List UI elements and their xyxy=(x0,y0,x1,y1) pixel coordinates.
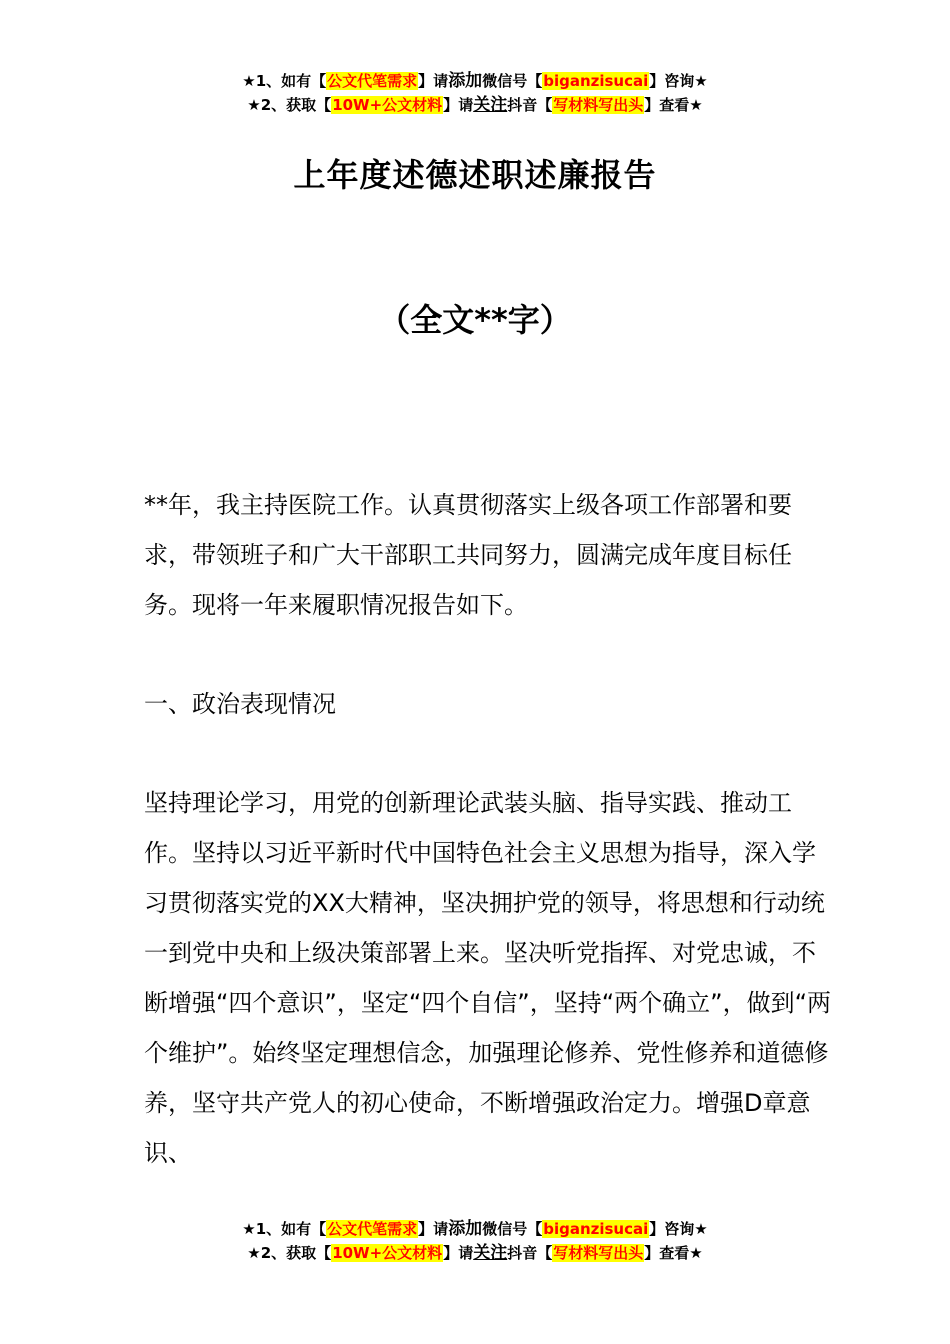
banner-text: ★2、获取【 xyxy=(247,96,332,114)
section-1-text: 坚持理论学习，用党的创新理论武装头脑、指导实践、推动工作。坚持以习近平新时代中国特色社会主义思想为指导，深入学习贯彻落实党的XX大精神，坚决拥护党的领导，将思想和行动统一到党中央和上级决策部署上来。坚决听党指挥、对党忠诚，不断增强“四个意识”，坚定“四个自信”，坚持“两个确立”，做到“两个维护”。始终坚定理想信念，加强理论修养、党性修养和道德修养，坚守共产党人的初心使命，不断增强政治定力。增强D章意识、 xyxy=(144,789,832,1167)
banner-text: 】请 xyxy=(443,96,474,114)
banner-highlight-wechat: biganzisucai xyxy=(543,72,649,90)
banner-text: 】查看★ xyxy=(644,1244,703,1262)
banner-line-2 xyxy=(0,1241,950,1265)
intro-paragraph xyxy=(144,480,834,630)
banner-text: 】咨询★ xyxy=(649,1220,708,1238)
banner-text: 】咨询★ xyxy=(649,72,708,90)
banner-line-1 xyxy=(0,1217,950,1241)
banner-text: 微信号【 xyxy=(482,1220,543,1238)
banner-emphasis: 添加 xyxy=(448,71,483,91)
banner-highlight-materials: 10W+公文材料 xyxy=(332,1244,443,1262)
banner-emphasis: 关注 xyxy=(473,1243,508,1263)
banner-text: 抖音【 xyxy=(507,96,553,114)
banner-highlight-wechat: biganzisucai xyxy=(543,1220,649,1238)
document-subtitle: （全文**字） xyxy=(378,301,572,339)
banner-highlight-service: 公文代笔需求 xyxy=(327,72,418,90)
banner-line-2 xyxy=(0,93,950,117)
banner-text: 】查看★ xyxy=(644,96,703,114)
banner-text: 】请 xyxy=(418,72,449,90)
banner-highlight-douyin: 写材料写出头 xyxy=(553,1244,644,1262)
header-banner xyxy=(0,69,950,117)
banner-line-1 xyxy=(0,69,950,93)
banner-highlight-douyin: 写材料写出头 xyxy=(553,96,644,114)
banner-text: ★1、如有【 xyxy=(242,1220,327,1238)
intro-text: **年，我主持医院工作。认真贯彻落实上级各项工作部署和要求，带领班子和广大干部职工共同努力，圆满完成年度目标任务。现将一年来履职情况报告如下。 xyxy=(144,491,792,619)
section-1-paragraph xyxy=(144,778,834,1178)
section-heading xyxy=(144,679,834,729)
banner-text: 】请 xyxy=(418,1220,449,1238)
section-1-heading: 一、政治表现情况 xyxy=(144,690,336,718)
banner-text: ★2、获取【 xyxy=(247,1244,332,1262)
banner-highlight-materials: 10W+公文材料 xyxy=(332,96,443,114)
banner-text: 微信号【 xyxy=(482,72,543,90)
document-title: 上年度述德述职述廉报告 xyxy=(293,156,657,194)
banner-emphasis: 添加 xyxy=(448,1219,483,1239)
banner-highlight-service: 公文代笔需求 xyxy=(327,1220,418,1238)
banner-emphasis: 关注 xyxy=(473,95,508,115)
banner-text: 】请 xyxy=(443,1244,474,1262)
banner-text: ★1、如有【 xyxy=(242,72,327,90)
footer-banner xyxy=(0,1217,950,1265)
banner-text: 抖音【 xyxy=(507,1244,553,1262)
